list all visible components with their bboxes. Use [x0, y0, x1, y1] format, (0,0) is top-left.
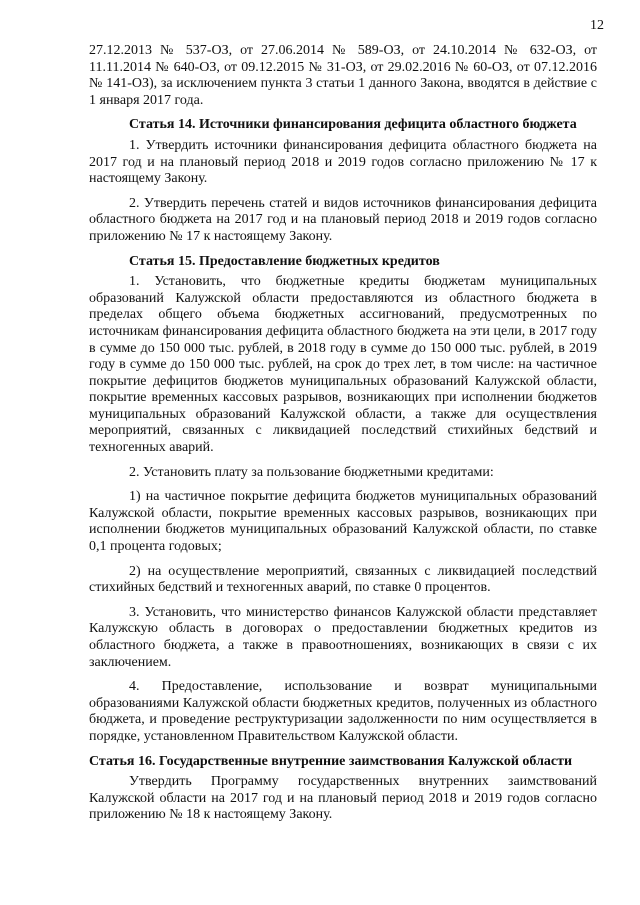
document-body — [89, 43, 597, 826]
article-14-paragraph-2: 2. Утвердить перечень статей и видов источников финансирования дефицита областного бюджета на 2017 год и на плановый период 2018 и 2019 годов согласно приложению № 17 к настоящему Закону. — [89, 195, 597, 244]
article-15-paragraph-2: 2. Установить плату за пользование бюджетными кредитами: — [129, 464, 494, 480]
article-15-paragraph-4: 4. Предоставление, использование и возврат муниципальными образованиями Калужской области бюджетных кредитов, полученных из областного бюджета, и проведение реструктуризации задолженности по ним осуществляется в порядке, установленном Правительством Калужской области. — [89, 679, 597, 744]
intro-paragraph: 27.12.2013 № 537-ОЗ, от 27.06.2014 № 589-ОЗ, от 24.10.2014 № 632-ОЗ, от 11.11.2014 № 640-ОЗ, от 09.12.2015 № 31-ОЗ, от 29.02.2016 № 60-ОЗ, от 07.12.2016 № 141-ОЗ), за исключением пункта 3 статьи 1 данного Закона, вводятся в действие с 1 января 2017 года. — [89, 43, 597, 108]
article-15-heading: Статья 15. Предоставление бюджетных кредитов — [129, 253, 440, 269]
article-15-paragraph-3: 3. Установить, что министерство финансов Калужской области представляет Калужскую область в договорах о предоставлении бюджетных кредитов из областного бюджета, а также в правоотношениях, возникающих в связи с их заключением. — [89, 604, 597, 670]
page-number: 12 — [590, 18, 604, 33]
article-16-paragraph-1: Утвердить Программу государственных внутренних заимствований Калужской области на 2017 год и на плановый период 2018 и 2019 годов согласно приложению № 18 к настоящему Закону. — [89, 774, 597, 823]
article-14-heading: Статья 14. Источники финансирования дефицита областного бюджета — [129, 117, 577, 133]
article-14-paragraph-1: 1. Утвердить источники финансирования дефицита областного бюджета на 2017 год и на плановый период 2018 и 2019 годов согласно приложению № 17 к настоящему Закону. — [89, 137, 597, 187]
article-15-paragraph-2-item-2: 2) на осуществление мероприятий, связанных с ликвидацией последствий стихийных бедствий и техногенных аварий, по ставке 0 процентов. — [89, 563, 597, 596]
article-15-paragraph-1: 1. Установить, что бюджетные кредиты бюджетам муниципальных образований Калужской области предоставляются из областного бюджета в пределах общего объема бюджетных ассигнований, предусмотренных по источникам финансирования дефицита областного бюджета на эти цели, в 2017 году в сумме до 150 000 тыс. рублей, в 2018 году в сумме до 150 000 тыс. рублей, в 2019 году в сумме до 150 000 тыс. рублей, на срок до трех лет, в том числе: на частичное покрытие дефицитов бюджетов муниципальных образований Калужской области, покрытие временных кассовых разрывов, возникающих при исполнении бюджетов муниципальных образований Калужской области, а также для осуществления мероприятий, связанных с ликвидацией последствий стихийных бедствий и техногенных аварий. — [89, 274, 597, 456]
article-15-paragraph-2-item-1: 1) на частичное покрытие дефицита бюджетов муниципальных образований Калужской области, покрытие временных кассовых разрывов, возникающих при исполнении бюджетов муниципальных образований Калужской области, по ставке 0,1 процента годовых; — [89, 489, 597, 555]
article-16-heading: Статья 16. Государственные внутренние заимствования Калужской области — [89, 753, 573, 769]
